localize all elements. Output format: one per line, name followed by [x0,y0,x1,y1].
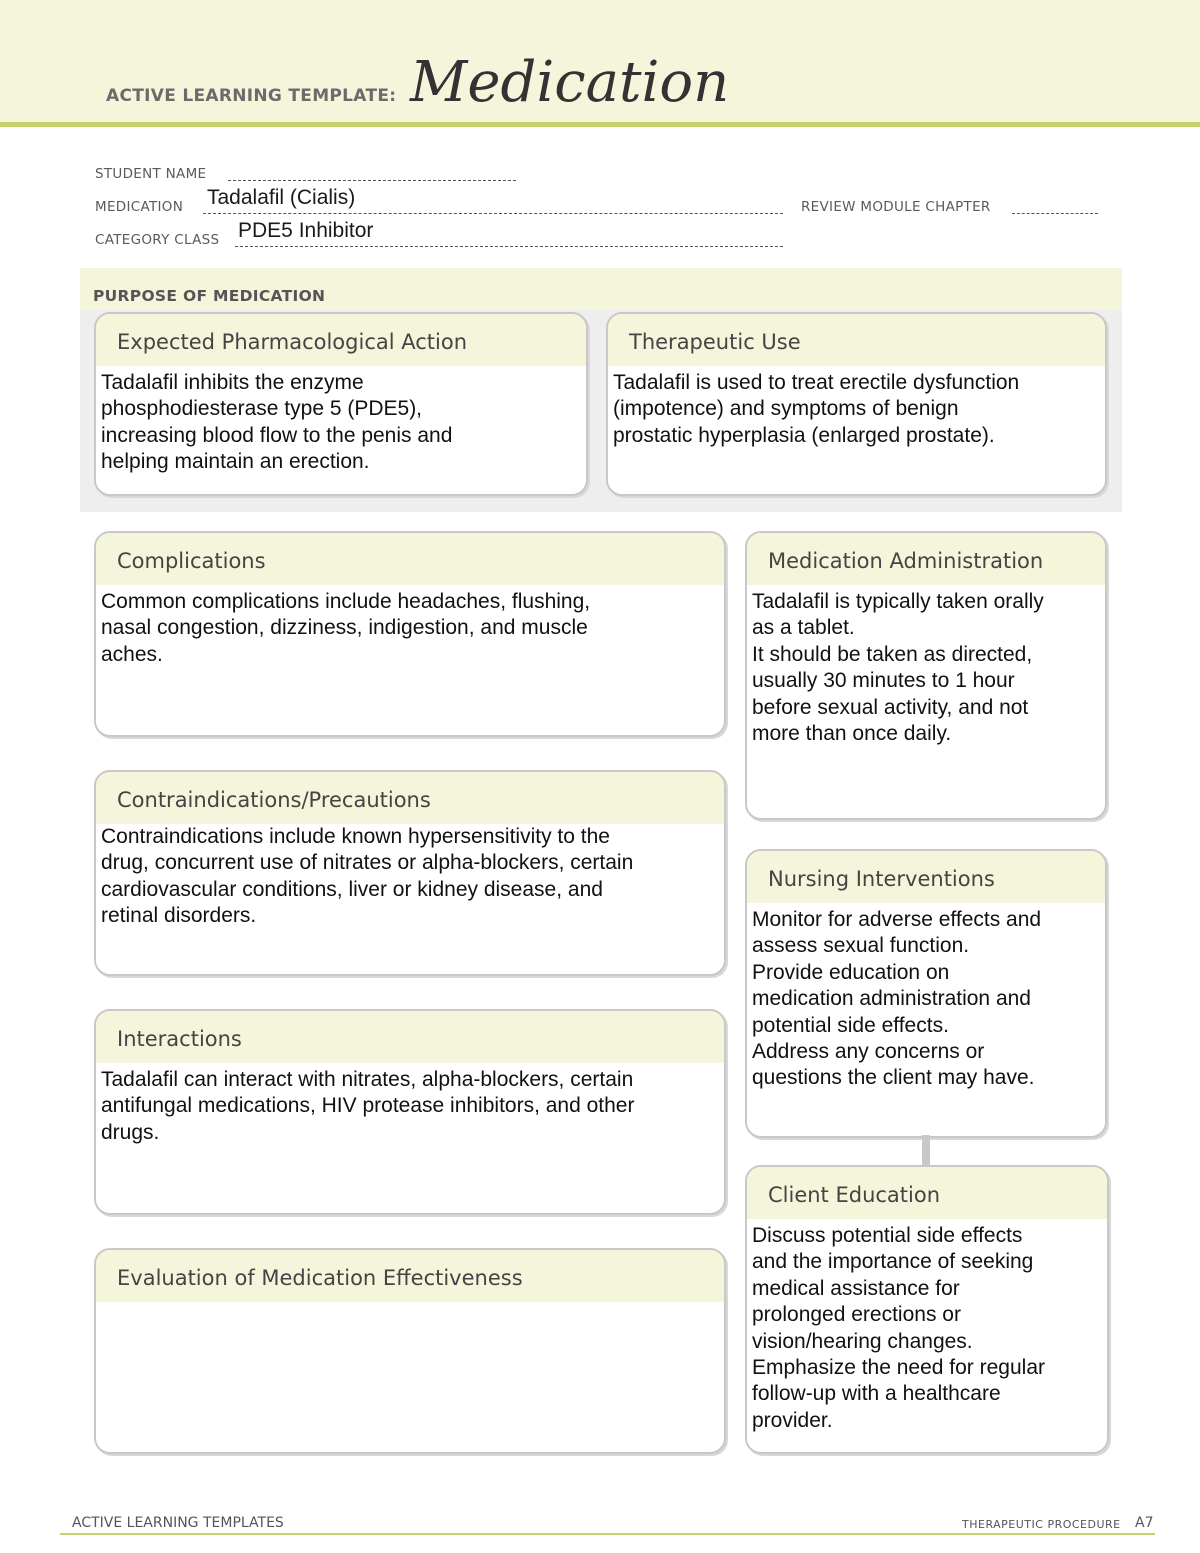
category-class-field[interactable] [235,246,783,247]
medication-field[interactable] [203,213,783,214]
footer-left: ACTIVE LEARNING TEMPLATES [72,1515,284,1531]
page-number: A7 [1135,1515,1154,1531]
evaluation-title: Evaluation of Medication Effectiveness [96,1250,724,1302]
footer-divider [60,1533,1155,1535]
template-label: ACTIVE LEARNING TEMPLATE: [106,86,397,106]
medication-label: MEDICATION [95,199,184,215]
expected-action-title: Expected Pharmacological Action [96,314,586,366]
medication-administration-title: Medication Administration [747,533,1105,585]
footer-right: THERAPEUTIC PROCEDURE [962,1518,1121,1531]
therapeutic-use-body[interactable]: Tadalafil is used to treat erectile dysfunction (impotence) and symptoms of benign prostatic hyperplasia (enlarged prostate). [613,371,1020,447]
nursing-interventions-body[interactable]: Monitor for adverse effects and assess sexual function. Provide education on medication administration and potential side effects. Address any concerns or questions the client may have. [752,908,1042,1090]
contraindications-box [94,770,726,976]
header-divider [0,122,1200,127]
interactions-box [94,1009,726,1215]
evaluation-box [94,1248,726,1454]
review-module-field[interactable] [1012,213,1098,214]
nursing-interventions-title: Nursing Interventions [747,851,1105,903]
expected-action-box [94,312,588,496]
connector-bar [922,1135,930,1166]
interactions-body[interactable]: Tadalafil can interact with nitrates, alpha-blockers, certain antifungal medications, HIV protease inhibitors, and other drugs. [101,1068,635,1144]
student-name-field[interactable] [228,180,516,181]
contraindications-title: Contraindications/Precautions [96,772,724,824]
category-class-label: CATEGORY CLASS [95,232,220,248]
contraindications-body[interactable]: Contraindications include known hypersensitivity to the drug, concurrent use of nitrates or alpha-blockers, certain cardiovascular conditions, liver or kidney disease, and retinal disorders. [101,825,634,928]
complications-box [94,531,726,737]
interactions-title: Interactions [96,1011,724,1063]
student-name-label: STUDENT NAME [95,166,207,182]
medication-administration-body[interactable]: Tadalafil is typically taken orally as a tablet. It should be taken as directed, usually 30 minutes to 1 hour before sexual activity, and not more than once daily. [752,590,1044,746]
review-module-label: REVIEW MODULE CHAPTER [801,199,991,215]
therapeutic-use-box [606,312,1107,496]
medication-administration-box [745,531,1107,820]
expected-action-body[interactable]: Tadalafil inhibits the enzyme phosphodiesterase type 5 (PDE5), increasing blood flow to the penis and helping maintain an erection. [101,371,453,474]
complications-title: Complications [96,533,724,585]
client-education-body[interactable]: Discuss potential side effects and the importance of seeking medical assistance for prolonged erections or vision/hearing changes. Emphasize the need for regular follow-up with a healthcare provider. [752,1224,1046,1432]
client-education-box [745,1165,1109,1454]
medication-value: Tadalafil (Cialis) [207,186,356,209]
page-title: Medication [410,50,730,115]
client-education-title: Client Education [747,1167,1107,1219]
evaluation-body[interactable] [96,1302,724,1306]
therapeutic-use-title: Therapeutic Use [608,314,1105,366]
purpose-label: PURPOSE OF MEDICATION [93,287,326,305]
complications-body[interactable]: Common complications include headaches, flushing, nasal congestion, dizziness, indigestion, and muscle aches. [101,590,591,666]
category-class-value: PDE5 Inhibitor [238,219,374,242]
nursing-interventions-box [745,849,1107,1138]
